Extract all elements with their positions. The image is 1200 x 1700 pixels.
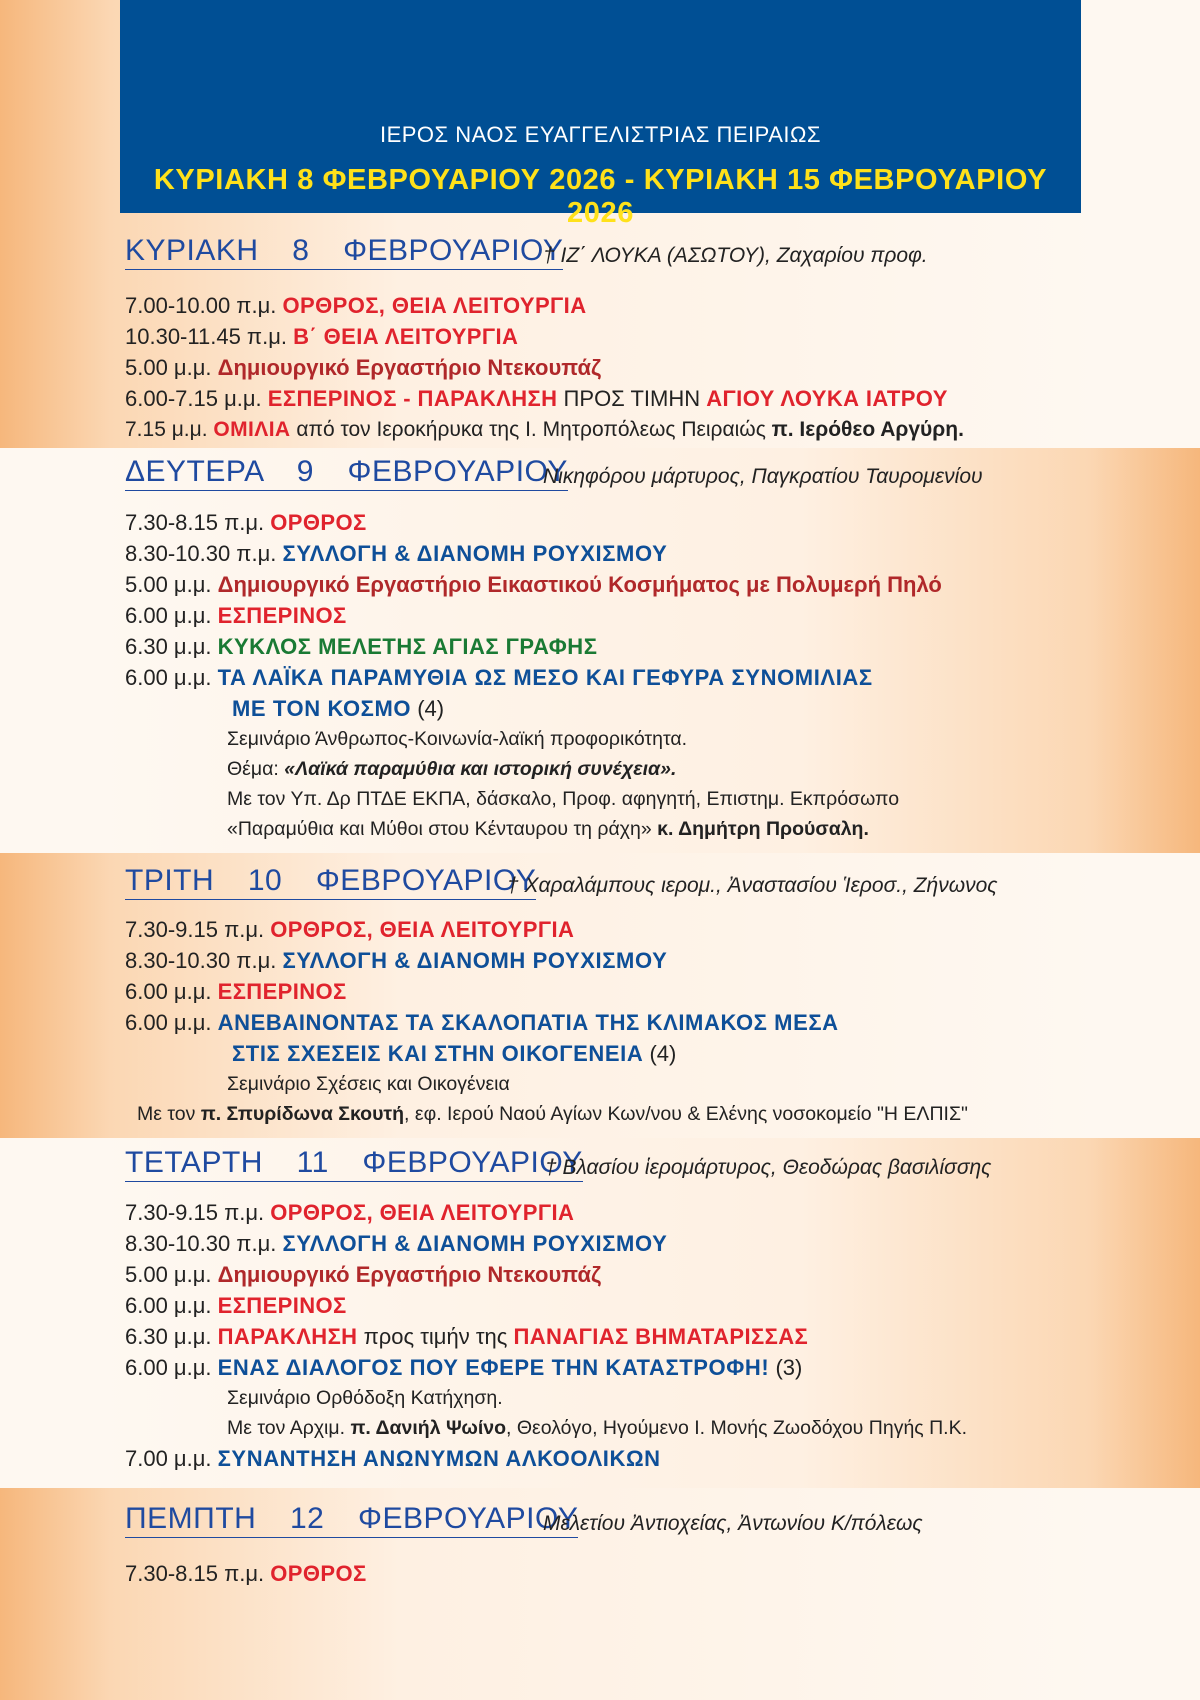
feast-day: † Χαραλάμπους ιερομ., Ἀναστασίου Ἱεροσ., Ζήνωνος <box>507 874 998 897</box>
day-title: ΚΥΡΙΑΚΗ 8 ΦΕΒΡΟΥΑΡΙΟΥ <box>125 234 563 270</box>
seminar-note: Σεμινάριο Ορθόδοξη Κατήχηση. <box>227 1387 503 1409</box>
feast-day: Νικηφόρου μάρτυρος, Παγκρατίου Ταυρομενίου <box>543 465 983 488</box>
day-title: ΔΕΥΤΕΡΑ 9 ΦΕΒΡΟΥΑΡΙΟΥ <box>125 455 568 491</box>
seminar-speaker: «Παραμύθια και Μύθοι στου Κένταυρου τη ράχη» κ. Δημήτρη Προύσαλη. <box>227 818 869 840</box>
schedule-line: 6.00 μ.μ. ΕΣΠΕΡΙΝΟΣ <box>125 603 347 628</box>
schedule-line: 6.30 μ.μ. ΠΑΡΑΚΛΗΣΗ προς τιμήν της ΠΑΝΑΓΙΑΣ ΒΗΜΑΤΑΡΙΣΣΑΣ <box>125 1324 809 1349</box>
feast-day: † Βλασίου ἱερομάρτυρος, Θεοδώρας βασιλίσσης <box>545 1156 992 1179</box>
schedule-line: 7.30-9.15 π.μ. ΟΡΘΡΟΣ, ΘΕΙΑ ΛΕΙΤΟΥΡΓΙΑ <box>125 917 575 942</box>
day-header <box>125 234 1160 284</box>
schedule-line: 10.30-11.45 π.μ. Β΄ ΘΕΙΑ ΛΕΙΤΟΥΡΓΙΑ <box>125 324 519 349</box>
schedule-line: 8.30-10.30 π.μ. ΣΥΛΛΟΓΗ & ΔΙΑΝΟΜΗ ΡΟΥΧΙΣΜΟΥ <box>125 541 668 566</box>
day-title: ΤΕΤΑΡΤΗ 11 ΦΕΒΡΟΥΑΡΙΟΥ <box>125 1146 583 1182</box>
schedule-line: 7.00 μ.μ. ΣΥΝΑΝΤΗΣΗ ΑΝΩΝΥΜΩΝ ΑΛΚΟΟΛΙΚΩΝ <box>125 1446 661 1471</box>
schedule-line: 6.30 μ.μ. ΚΥΚΛΟΣ ΜΕΛΕΤΗΣ ΑΓΙΑΣ ΓΡΑΦΗΣ <box>125 634 598 659</box>
schedule-line-continued: ΣΤΙΣ ΣΧΕΣΕΙΣ ΚΑΙ ΣΤΗΝ ΟΙΚΟΓΕΝΕΙΑ (4) <box>232 1041 677 1066</box>
schedule-line: 7.15 μ.μ. ΟΜΙΛΙΑ από τον Ιεροκήρυκα της Ι. Μητροπόλεως Πειραιώς π. Ιερόθεο Αργύρη. <box>125 418 964 441</box>
seminar-topic: Θέμα: «Λαϊκά παραμύθια και ιστορική συνέχεια». <box>227 758 677 780</box>
seminar-speaker: Με τον Υπ. Δρ ΠΤΔΕ ΕΚΠΑ, δάσκαλο, Προφ. αφηγητή, Επιστημ. Εκπρόσωπο <box>227 788 900 810</box>
day-section-tuesday-10 <box>125 864 1160 1129</box>
day-header <box>125 864 1160 914</box>
schedule-line: 6.00 μ.μ. ΕΣΠΕΡΙΝΟΣ <box>125 1293 347 1318</box>
day-section-thursday-12 <box>125 1502 1160 1589</box>
schedule-line: 6.00 μ.μ. ΤΑ ΛΑΪΚΑ ΠΑΡΑΜΥΘΙΑ ΩΣ ΜΕΣΟ ΚΑΙ ΓΕΦΥΡΑ ΣΥΝΟΜΙΛΙΑΣ <box>125 665 873 690</box>
schedule-line: 7.30-8.15 π.μ. ΟΡΘΡΟΣ <box>125 510 367 535</box>
seminar-note: Σεμινάριο Άνθρωπος-Κοινωνία-λαϊκή προφορικότητα. <box>227 728 688 750</box>
day-header <box>125 455 1160 505</box>
schedule-line: 8.30-10.30 π.μ. ΣΥΛΛΟΓΗ & ΔΙΑΝΟΜΗ ΡΟΥΧΙΣΜΟΥ <box>125 948 668 973</box>
schedule-line: 5.00 μ.μ. Δημιουργικό Εργαστήριο Ντεκουπάζ <box>125 355 602 380</box>
schedule-line: 8.30-10.30 π.μ. ΣΥΛΛΟΓΗ & ΔΙΑΝΟΜΗ ΡΟΥΧΙΣΜΟΥ <box>125 1231 668 1256</box>
schedule-line: 7.30-8.15 π.μ. ΟΡΘΡΟΣ <box>125 1561 367 1586</box>
seminar-note: Σεμινάριο Σχέσεις και Οικογένεια <box>227 1073 510 1095</box>
day-title: ΤΡΙΤΗ 10 ΦΕΒΡΟΥΑΡΙΟΥ <box>125 864 536 900</box>
feast-day: † ΙΖ΄ ΛΟΥΚΑ (ΑΣΩΤΟΥ), Ζαχαρίου προφ. <box>543 244 928 267</box>
day-header <box>125 1146 1160 1196</box>
seminar-speaker: Με τον π. Σπυρίδωνα Σκουτή, εφ. Ιερού Ναού Αγίων Κων/νου & Ελένης νοσοκομείο "Η ΕΛΠΙΣ" <box>137 1103 968 1125</box>
day-header <box>125 1502 1160 1552</box>
day-section-sunday-8 <box>125 234 1160 445</box>
schedule-line: 6.00 μ.μ. ΕΝΑΣ ΔΙΑΛΟΓΟΣ ΠΟΥ ΕΦΕΡΕ ΤΗΝ ΚΑΤΑΣΤΡΟΦΗ! (3) <box>125 1355 803 1380</box>
schedule-line: 6.00 μ.μ. ΑΝΕΒΑΙΝΟΝΤΑΣ ΤΑ ΣΚΑΛΟΠΑΤΙΑ ΤΗΣ ΚΛΙΜΑΚΟΣ ΜΕΣΑ <box>125 1010 839 1035</box>
schedule-line: 6.00 μ.μ. ΕΣΠΕΡΙΝΟΣ <box>125 979 347 1004</box>
church-name: ΙΕΡΟΣ ΝΑΟΣ ΕΥΑΓΓΕΛΙΣΤΡΙΑΣ ΠΕΙΡΑΙΩΣ <box>379 122 822 147</box>
schedule-line: 6.00-7.15 μ.μ. ΕΣΠΕΡΙΝΟΣ - ΠΑΡΑΚΛΗΣΗ ΠΡΟΣ ΤΙΜΗΝ ΑΓΙΟΥ ΛΟΥΚΑ ΙΑΤΡΟΥ <box>125 386 948 411</box>
date-range: ΚΥΡΙΑΚΗ 8 ΦΕΒΡΟΥΑΡΙΟΥ 2026 - ΚΥΡΙΑΚΗ 15 ΦΕΒΡΟΥΑΡΙΟΥ 2026 <box>153 164 1048 229</box>
schedule-line: 5.00 μ.μ. Δημιουργικό Εργαστήριο Εικαστικού Κοσμήματος με Πολυμερή Πηλό <box>125 572 942 597</box>
schedule-line: 5.00 μ.μ. Δημιουργικό Εργαστήριο Ντεκουπάζ <box>125 1262 602 1287</box>
day-section-monday-9 <box>125 455 1160 844</box>
day-section-wednesday-11 <box>125 1146 1160 1474</box>
seminar-speaker: Με τον Αρχιμ. π. Δανιήλ Ψωίνο, Θεολόγο, Ηγούμενο Ι. Μονής Ζωοδόχου Πηγής Π.Κ. <box>227 1417 968 1439</box>
schedule-line-continued: ΜΕ ΤΟΝ ΚΟΣΜΟ (4) <box>232 696 445 721</box>
schedule-line: 7.00-10.00 π.μ. ΟΡΘΡΟΣ, ΘΕΙΑ ΛΕΙΤΟΥΡΓΙΑ <box>125 293 587 318</box>
schedule-line: 7.30-9.15 π.μ. ΟΡΘΡΟΣ, ΘΕΙΑ ΛΕΙΤΟΥΡΓΙΑ <box>125 1200 575 1225</box>
feast-day: Μελετίου Ἀντιοχείας, Ἀντωνίου Κ/πόλεως <box>543 1512 923 1535</box>
day-title: ΠΕΜΠΤΗ 12 ΦΕΒΡΟΥΑΡΙΟΥ <box>125 1502 578 1538</box>
header-banner <box>120 0 1081 229</box>
